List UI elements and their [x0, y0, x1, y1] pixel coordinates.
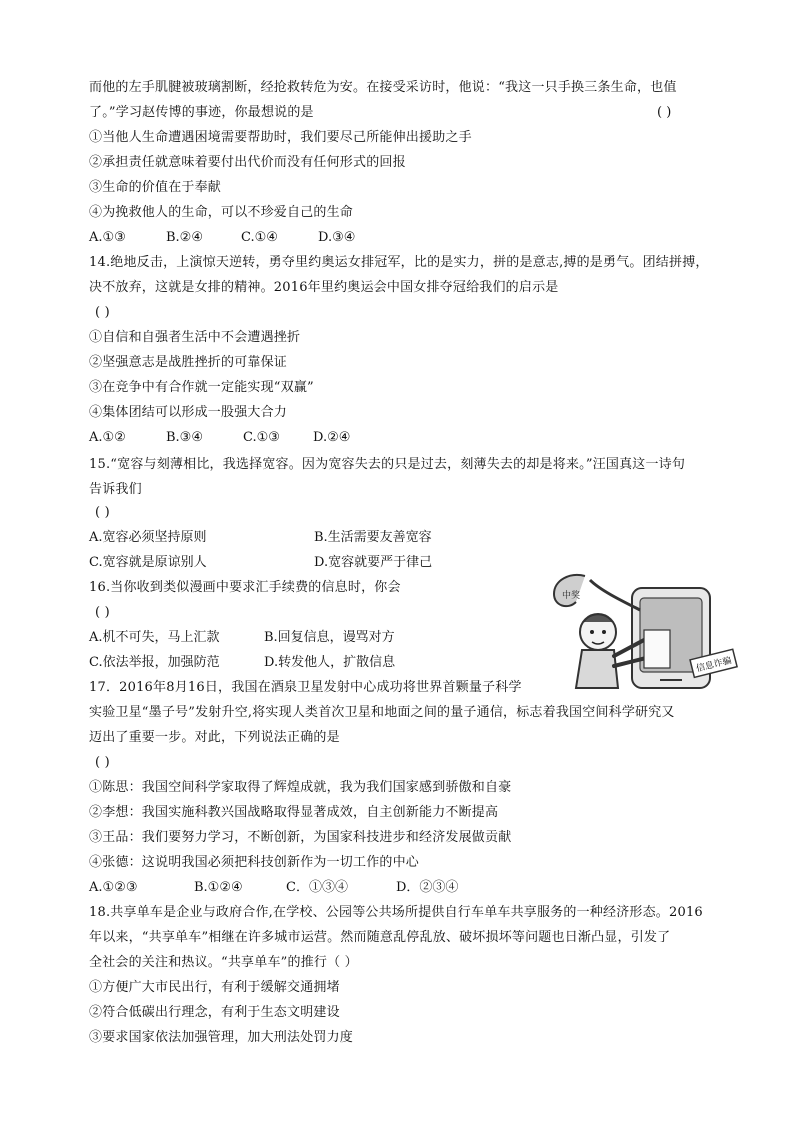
q15-options-row1: [89, 528, 432, 548]
q15-stem-line1: 15.“宽容与刻薄相比，我选择宽容。因为宽容失去的只是过去，刻薄失去的却是将来。”汪国真这一诗句: [89, 457, 686, 472]
q14-option-c: C.①③: [243, 430, 280, 445]
q16-options-row1: [89, 628, 395, 648]
q15-stem-line2: 告诉我们: [89, 482, 142, 497]
q16-options-row2: [89, 653, 395, 673]
q13-stem-line1: 而他的左手肌腱被玻璃割断，经抢救转危为安。在接受采访时，他说：“我这一只手换三条生命，也值: [89, 80, 677, 95]
q17-option-d: D．②③④: [396, 880, 459, 895]
q18-stem-line2: 年以来，“共享单车”相继在许多城市运营。然而随意乱停乱放、破坏损坏等问题也日渐凸显，引发了: [89, 930, 671, 945]
q14-stem-line2: 决不放弃，这就是女排的精神。2016年里约奥运会中国女排夺冠给我们的启示是: [89, 280, 559, 295]
q13-option-b: B.②④: [166, 230, 203, 245]
q17-item-2: ②李想：我国实施科教兴国战略取得显著成效，自主创新能力不断提高: [89, 805, 499, 820]
q13-option-d: D.③④: [318, 230, 356, 245]
q14-item-4: ④集体团结可以形成一股强大合力: [89, 405, 288, 420]
q17-option-b: B.①②④: [194, 880, 243, 895]
q15-options-row2: [89, 553, 432, 573]
q13-item-2: ②承担责任就意味着要付出代价而没有任何形式的回报: [89, 155, 406, 170]
q14-stem-line1: 14.绝地反击，上演惊天逆转，勇夺里约奥运女排冠军，比的是实力，拼的是意志,搏的是勇气。团结拼搏，: [89, 255, 709, 270]
q14-item-3: ③在竞争中有合作就一定能实现“双赢”: [89, 380, 314, 395]
q13-option-a: A.①③: [89, 230, 126, 245]
q14-answer-paren: ( ): [95, 305, 110, 320]
q17-answer-paren: ( ): [95, 755, 110, 770]
q17-item-3: ③王品：我们要努力学习，不断创新，为国家科技进步和经济发展做贡献: [89, 830, 512, 845]
q16-option-d: D.转发他人，扩散信息: [264, 655, 396, 670]
q16-answer-paren: ( ): [95, 605, 110, 620]
q13-stem-line2: 了。”学习赵传博的事迹，你最想说的是: [89, 105, 314, 120]
q17-item-4: ④张德：这说明我国必须把科技创新作为一切工作的中心: [89, 855, 420, 870]
q15-answer-paren: ( ): [95, 505, 110, 520]
q16-stem-line1: 16.当你收到类似漫画中要求汇手续费的信息时，你会: [89, 580, 401, 595]
q14-option-b: B.③④: [166, 430, 203, 445]
q17-options: [89, 878, 458, 898]
q15-option-d: D.宽容就要严于律己: [314, 555, 433, 570]
q16-option-a: A.机不可失，马上汇款: [89, 630, 220, 645]
q17-stem-line2: 实验卫星“墨子号”发射升空,将实现人类首次卫星和地面之间的量子通信，标志着我国空间科学研究又: [89, 705, 675, 720]
fraud-cartoon-illustration: [540, 570, 740, 700]
q14-option-d: D.②④: [313, 430, 351, 445]
q13-option-c: C.①④: [241, 230, 278, 245]
q13-item-3: ③生命的价值在于奉献: [89, 180, 222, 195]
q18-stem-line3: 全社会的关注和热议。“共享单车”的推行（ ）: [89, 955, 358, 970]
q15-option-a: A.宽容必须坚持原则: [89, 530, 207, 545]
q14-item-2: ②坚强意志是战胜挫折的可靠保证: [89, 355, 288, 370]
q17-stem-line1: 17．2016年8月16日，我国在酒泉卫星发射中心成功将世界首颗量子科学: [89, 680, 522, 695]
q18-stem-line1: 18.共享单车是企业与政府合作,在学校、公园等公共场所提供自行车单车共享服务的一种经济形态。2016: [89, 905, 703, 920]
q14-option-a: A.①②: [89, 430, 126, 445]
q15-option-b: B.生活需要友善宽容: [314, 530, 432, 545]
q18-item-2: ②符合低碳出行理念，有利于生态文明建设: [89, 1005, 340, 1020]
q14-item-1: ①自信和自强者生活中不会遭遇挫折: [89, 330, 301, 345]
q17-option-c: C．①③④: [286, 880, 348, 895]
q14-options: [89, 428, 350, 448]
q16-option-b: B.回复信息，谩骂对方: [264, 630, 395, 645]
q13-item-4: ④为挽救他人的生命，可以不珍爱自己的生命: [89, 205, 354, 220]
q15-option-c: C.宽容就是原谅别人: [89, 555, 207, 570]
cartoon-label-fraud: 信息诈骗: [695, 656, 733, 675]
q13-options: [89, 228, 355, 248]
q13-answer-paren: ( ): [657, 105, 672, 120]
q18-item-3: ③要求国家依法加强管理，加大刑法处罚力度: [89, 1030, 354, 1045]
q17-item-1: ①陈思：我国空间科学家取得了辉煌成就，我为我们国家感到骄傲和自豪: [89, 780, 512, 795]
person-body: [576, 650, 618, 688]
q17-stem-line3: 迈出了重要一步。对此，下列说法正确的是: [89, 730, 340, 745]
q16-option-c: C.依法举报，加强防范: [89, 655, 220, 670]
cartoon-label-prize: 中奖: [562, 591, 581, 601]
q13-item-1: ①当他人生命遭遇困境需要帮助时，我们要尽己所能伸出援助之手: [89, 130, 472, 145]
q17-option-a: A.①②③: [89, 880, 138, 895]
q18-item-1: ①方便广大市民出行，有利于缓解交通拥堵: [89, 980, 340, 995]
